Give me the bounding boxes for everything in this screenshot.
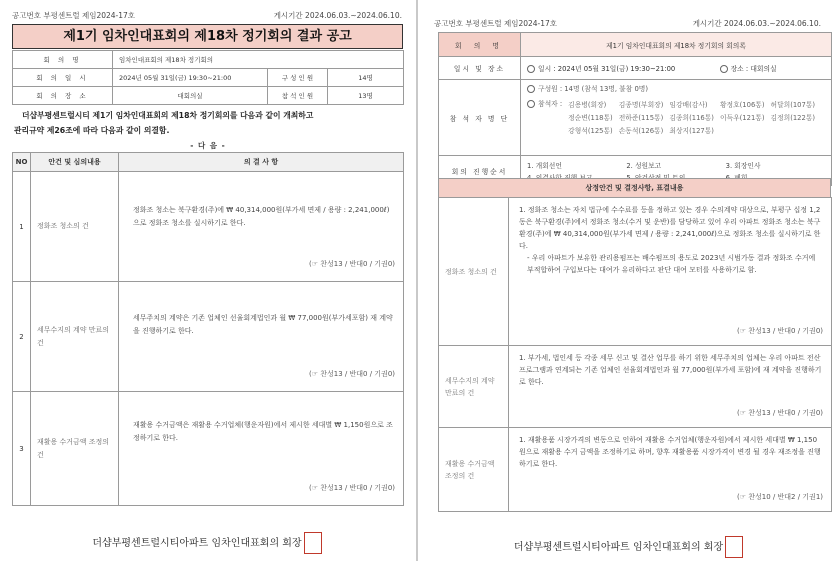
info-row-place bbox=[13, 87, 404, 105]
meeting-place-label: 회 의 장 소 bbox=[13, 87, 113, 105]
attendee-name: 김용병(회장) bbox=[568, 101, 607, 109]
official-seal bbox=[725, 536, 743, 558]
minutes-header-table bbox=[438, 32, 832, 186]
attendee-name: 김정희(122통) bbox=[770, 114, 816, 122]
meeting-place-value: 대회의실 bbox=[113, 87, 268, 105]
item-content: 정화조 청소는 북구환경(주)에 ₩ 40,314,000원(부가세 면제 / 용량 : 2,241,000ℓ)으로 정화조 청소를 실시하기로 한다. bbox=[133, 205, 390, 227]
notice-number: 공고번호 부평센트럴 제임2024-17호 bbox=[12, 11, 136, 20]
attendee-cell bbox=[521, 80, 832, 156]
vote-result: (☞ 찬성10 / 반대2 / 기권1) bbox=[737, 493, 823, 501]
attendee-name: 전하준(115통) bbox=[618, 114, 664, 122]
attendee-name: 임강배(감사) bbox=[669, 101, 708, 109]
item-opinion bbox=[119, 392, 404, 506]
meeting-name-value: 임차인대표회의 제18차 정기회의 bbox=[113, 51, 404, 69]
item-agenda: 재활용 수거금액 조정의 건 bbox=[31, 392, 119, 506]
order-item: 1. 개회선언 bbox=[527, 161, 562, 170]
signature-text: 더샵부평센트럴시티아파트 임차인대표회의 회장 bbox=[513, 542, 724, 553]
attendee-name: 정순변(118통) bbox=[568, 114, 613, 122]
attendee-row bbox=[439, 80, 832, 156]
intro-line-1: 더샵부평센트럴시티 제1기 임차인대표회의 제18차 정기회의를 다음과 같이 개최하고 bbox=[22, 111, 314, 120]
item-agenda: 세무수지의 계약 만료의 건 bbox=[31, 282, 119, 392]
item-number: 3 bbox=[13, 392, 31, 506]
item-opinion bbox=[119, 172, 404, 282]
resolution-row bbox=[13, 282, 404, 392]
item-content: 1. 부가세, 법인세 등 각종 세무 신고 및 결산 업무를 하기 위한 세무주치의 업체는 우리 아파트 전산프로그램과 연계되는 기존 업체인 선율회계법인과 월 77,000원(부가세 포함)에 재 계약을 진행하기로 한다. bbox=[519, 354, 822, 386]
meeting-date-label: 회 의 일 시 bbox=[13, 69, 113, 87]
posting-period: 게시기간 2024.06.03.~2024.06.10. bbox=[273, 11, 402, 20]
minutes-date-row bbox=[439, 57, 832, 80]
item-detail bbox=[509, 198, 832, 346]
col-no-header: NO bbox=[13, 153, 31, 172]
notice-page-left bbox=[0, 0, 414, 561]
item-agenda: 정화조 청소의 건 bbox=[31, 172, 119, 282]
resolution-row bbox=[13, 392, 404, 506]
item-content: 1. 재활용품 시장가격의 변동으로 인하여 재활용 수거업체(행운자원)에서 제시한 세대별 ₩ 1,150원으로 재활용 수거 금액을 조정하기로 하며, 향후 재활용품 시장가격이 변경 될 경우 재조정을 진행하기로 한다. bbox=[519, 436, 821, 468]
order-item: 3. 회장인사 bbox=[725, 161, 761, 170]
resolution-header-row bbox=[13, 153, 404, 172]
attendance-label: 참 석 인 원 bbox=[268, 87, 328, 105]
minutes-date-cell bbox=[521, 57, 832, 80]
attendee-list bbox=[521, 98, 831, 139]
resolution-table bbox=[12, 152, 404, 506]
members-value: 14명 bbox=[328, 69, 404, 87]
meeting-date-value: 2024년 05월 31일(금) 19:30~21:00 bbox=[113, 69, 268, 87]
daum-heading: - 다 음 - bbox=[190, 141, 226, 150]
attendee-label: 참 석 자 명 단 bbox=[439, 80, 521, 156]
attendee-name: 손동석(126통) bbox=[618, 127, 664, 135]
minutes-place-value: 장소 : 대회의실 bbox=[730, 65, 777, 73]
attendee-prefix bbox=[521, 98, 562, 139]
resolution-row bbox=[13, 172, 404, 282]
col-opinion-header: 의 결 사 항 bbox=[119, 153, 404, 172]
notice-number: 공고번호 부평센트럴 제임2024-17호 bbox=[434, 19, 558, 28]
attendance-value: 13명 bbox=[328, 87, 404, 105]
vote-result: (☞ 찬성13 / 반대0 / 기권0) bbox=[309, 260, 395, 268]
intro-line-2: 관리규약 제26조에 따라 다음과 같이 의결함. bbox=[14, 126, 170, 135]
official-seal bbox=[304, 532, 322, 554]
meeting-name-label: 회 의 명 bbox=[13, 51, 113, 69]
signature-line bbox=[0, 532, 414, 554]
item-number: 2 bbox=[13, 282, 31, 392]
minutes-items-table bbox=[438, 197, 832, 512]
intro-text bbox=[14, 108, 402, 138]
item-number: 1 bbox=[13, 172, 31, 282]
meeting-info-table bbox=[12, 50, 404, 105]
attendee-name: 강형석(125통) bbox=[568, 127, 613, 135]
item-content: 1. 정화조 청소는 자치 법규에 수수료를 등을 정하고 있는 경우 수의계약 대상으로, 부평구 십정 1,2동은 북구환경(주)에서 정화조 청소(수거 및 운반)를 담당하고 있어 우리 아파트 정화조 청소는 북구환경(주)에 ₩ 40,314,000원(부가세 면제 / 용량 : 2,241,000ℓ)으로 정화조 청소를 실시하기로 한다. bbox=[519, 206, 821, 250]
members-label: 구 성 인 원 bbox=[268, 69, 328, 87]
item-content: 세무주치의 계약은 기존 업체인 선율회계법인과 월 ₩ 77,000원(부가세포함) 재 계약을 진행하기로 한다. bbox=[133, 313, 393, 335]
circle-bullet-icon bbox=[720, 65, 728, 73]
item-detail bbox=[509, 346, 832, 428]
minutes-date-label: 일시 및 장소 bbox=[439, 57, 521, 80]
minutes-date-value: 일시 : 2024년 05월 31일(금) 19:30~21:00 bbox=[538, 65, 676, 73]
posting-period: 게시기간 2024.06.03.~2024.06.10. bbox=[692, 19, 821, 28]
circle-bullet-icon bbox=[527, 65, 535, 73]
vote-result: (☞ 찬성13 / 반대0 / 기권0) bbox=[737, 327, 823, 335]
item-detail bbox=[509, 428, 832, 512]
minutes-name-label: 회 의 명 bbox=[439, 33, 521, 57]
composition-line bbox=[521, 83, 831, 93]
section-title: 상정안건 및 결정사항, 표결내용 bbox=[438, 178, 831, 198]
signature-text: 더샵부평센트럴시티아파트 임차인대표회의 회장 bbox=[92, 538, 302, 549]
attendee-name: 김종명(부회장) bbox=[618, 101, 664, 109]
vote-result: (☞ 찬성13 / 반대0 / 기권0) bbox=[309, 370, 395, 378]
minutes-item-row bbox=[439, 198, 832, 346]
attendee-name: 최상지(127통) bbox=[669, 127, 714, 135]
attendee-name: 허달희(107통) bbox=[770, 101, 816, 109]
minutes-item-row bbox=[439, 428, 832, 512]
order-label: 회의 진행순서 bbox=[439, 156, 521, 186]
vote-result: (☞ 찬성13 / 반대0 / 기권0) bbox=[309, 484, 395, 492]
order-item: 2. 성원보고 bbox=[626, 161, 662, 170]
minutes-name-value: 제1기 임차인대표회의 제18차 정기회의 회의록 bbox=[521, 33, 832, 57]
item-agenda: 세무수지의 계약 만료의 건 bbox=[439, 346, 509, 428]
minutes-item-row bbox=[439, 346, 832, 428]
attendees-label: 참석자 : bbox=[538, 100, 563, 108]
attendee-name: 이득우(121통) bbox=[719, 114, 765, 122]
circle-bullet-icon bbox=[527, 100, 535, 108]
attendee-name: 김종희(116통) bbox=[669, 114, 714, 122]
composition-text: 구성원 : 14명 (참석 13명, 불참 0명) bbox=[538, 85, 648, 93]
circle-bullet-icon bbox=[527, 85, 535, 93]
item-note: - 우리 아파트가 보유한 관리용펌프는 배수펌프의 용도로 2023년 시범가동 결과 정화조 수거에 부적합하여 구입보다는 대여가 유리하다고 판단 대여 모터를 사용하기로 함. bbox=[527, 254, 816, 274]
notice-title: 제1기 임차인대표회의 제18차 정기회의 결과 공고 bbox=[12, 24, 403, 49]
item-agenda: 재활용 수거금액 조정의 건 bbox=[439, 428, 509, 512]
minutes-name-row bbox=[439, 33, 832, 57]
minutes-page-right bbox=[422, 0, 835, 561]
page-divider bbox=[416, 0, 418, 561]
info-row-name bbox=[13, 51, 404, 69]
item-agenda: 정화조 청소의 건 bbox=[439, 198, 509, 346]
vote-result: (☞ 찬성13 / 반대0 / 기권0) bbox=[737, 409, 823, 417]
attendee-name: 황정호(106통) bbox=[719, 101, 765, 109]
attendee-roster bbox=[562, 98, 827, 139]
info-row-date bbox=[13, 69, 404, 87]
item-opinion bbox=[119, 282, 404, 392]
item-content: 재활용 수거금액은 재활용 수거업체(행운자원)에서 제시한 세대별 ₩ 1,150원으로 조정하기로 한다. bbox=[133, 420, 393, 442]
col-agenda-header: 안건 및 심의내용 bbox=[31, 153, 119, 172]
signature-line bbox=[422, 536, 835, 558]
